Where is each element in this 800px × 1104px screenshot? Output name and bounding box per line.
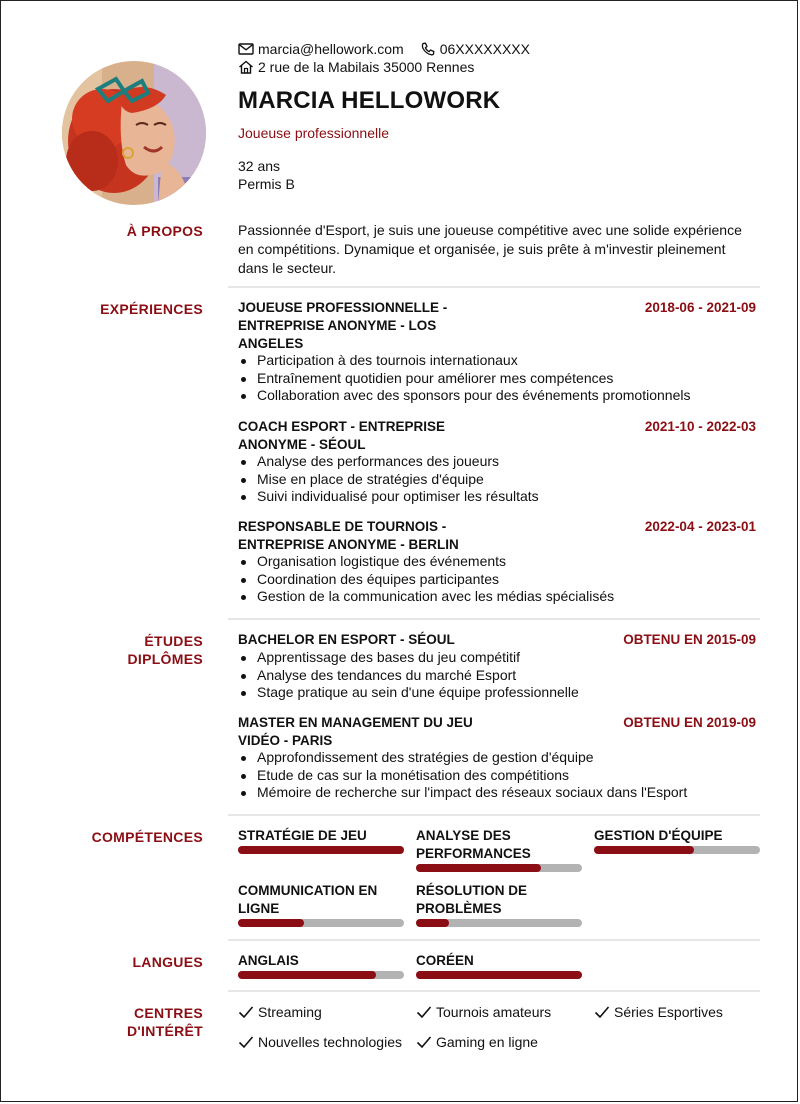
interest-text: Nouvelles technologies [258,1034,402,1050]
skill-bar-fill [594,846,694,854]
phone-icon [420,42,436,56]
phone-text: 06XXXXXXXX [439,41,530,57]
divider [228,990,760,992]
language-bar [238,971,404,979]
about-text: Passionnée d'Esport, je suis une joueuse compétitive avec une solide expérience en compétitions. Dynamique et organisée, je suis prête à m'investir pleinement dans le secteur. [238,222,742,276]
driving-license: Permis B [238,176,295,192]
list-item: Etude de cas sur la monétisation des compétitions [238,767,687,785]
check-icon [416,1005,432,1019]
skill-item [416,827,582,872]
experience-title: RESPONSABLE DE TOURNOIS - ENTREPRISE ANONYME - BERLIN [238,519,459,552]
skill-name: GESTION D'ÉQUIPE [594,828,723,843]
list-item: Stage pratique au sein d'une équipe professionnelle [238,684,579,702]
skill-bar [416,864,582,872]
contact-line-2 [238,59,474,75]
education-date: OBTENU EN 2019-09 [623,715,756,730]
experience-bullets [238,553,614,606]
interest-text: Streaming [258,1004,322,1020]
address-text: 2 rue de la Mabilais 35000 Rennes [258,59,475,75]
candidate-name: MARCIA HELLOWORK [238,87,501,114]
education-title: MASTER EN MANAGEMENT DU JEU VIDÉO - PARIS [238,715,473,748]
divider [228,814,760,816]
interest-item [238,1004,322,1020]
experience-date: 2021-10 - 2022-03 [644,419,756,434]
list-item: Suivi individualisé pour optimiser les résultats [238,488,539,506]
skill-bar [594,846,760,854]
skill-bar [238,919,404,927]
check-icon [238,1035,254,1049]
list-item: Approfondissement des stratégies de gestion d'équipe [238,749,687,767]
skill-bar [238,846,404,854]
label-line: D'INTÉRÊT [126,1023,203,1039]
experience-title: COACH ESPORT - ENTREPRISE ANONYME - SÉOUL [238,419,446,452]
list-item: Organisation logistique des événements [238,553,614,571]
list-item: Analyse des tendances du marché Esport [238,667,579,685]
skill-name: COMMUNICATION EN LIGNE [238,883,378,916]
interest-item [594,1004,723,1020]
skill-item [238,882,404,927]
experience-date: 2018-06 - 2021-09 [644,300,756,315]
skill-name: RÉSOLUTION DE PROBLÈMES [416,883,528,916]
language-item [416,952,582,979]
experience-bullets [238,352,690,405]
list-item: Mémoire de recherche sur l'impact des réseaux sociaux dans l'Esport [238,784,687,802]
list-item: Coordination des équipes participantes [238,571,614,589]
section-label-interests [127,1004,203,1040]
skill-name: ANALYSE DES PERFORMANCES [416,828,531,861]
divider [228,286,760,288]
avatar [62,61,206,205]
envelope-icon [238,42,254,56]
experience-bullets [238,453,539,506]
list-item: Participation à des tournois internationaux [238,352,690,370]
skill-item [238,827,404,854]
age: 32 ans [238,158,281,174]
check-icon [416,1035,432,1049]
language-name: CORÉEN [416,953,474,968]
list-item: Mise en place de stratégies d'équipe [238,471,539,489]
divider [228,939,760,941]
list-item: Entraînement quotidien pour améliorer mes compétences [238,370,690,388]
interest-item [416,1034,538,1050]
list-item: Collaboration avec des sponsors pour des événements promotionnels [238,387,690,405]
education-bullets [238,749,687,802]
list-item: Apprentissage des bases du jeu compétitif [238,649,579,667]
language-bar [416,971,582,979]
list-item: Gestion de la communication avec les médias spécialisés [238,588,614,606]
education-title: BACHELOR EN ESPORT - SÉOUL [238,632,455,647]
check-icon [594,1005,610,1019]
check-icon [238,1005,254,1019]
interest-item [416,1004,551,1020]
section-label-about: À PROPOS [126,223,203,239]
education-date: OBTENU EN 2015-09 [623,632,756,647]
language-name: ANGLAIS [238,953,299,968]
skill-bar-fill [416,864,541,872]
label-line: ÉTUDES [144,633,203,649]
language-bar-fill [238,971,376,979]
home-icon [238,60,254,74]
interest-text: Séries Esportives [614,1004,723,1020]
language-item [238,952,404,979]
label-line: CENTRES [134,1005,203,1021]
section-label-experiences: EXPÉRIENCES [100,301,203,317]
experience-date: 2022-04 - 2023-01 [644,519,756,534]
contact-line-1 [238,41,546,57]
interest-text: Gaming en ligne [436,1034,538,1050]
skill-bar-fill [416,919,449,927]
skill-bar-fill [238,919,304,927]
email-text: marcia@hellowork.com [258,41,404,57]
skill-item [416,882,582,927]
experience-title: JOUEUSE PROFESSIONNELLE - ENTREPRISE ANONYME - LOS ANGELES [238,300,448,351]
section-label-languages: LANGUES [132,954,203,970]
label-line: DIPLÔMES [127,651,203,667]
phone-item[interactable] [420,41,530,57]
skill-item [594,827,760,854]
divider [228,618,760,620]
education-bullets [238,649,579,702]
list-item: Analyse des performances des joueurs [238,453,539,471]
section-label-skills: COMPÉTENCES [91,829,203,845]
section-label-education [127,632,203,668]
email-item[interactable] [238,41,404,57]
language-bar-fill [416,971,582,979]
interest-text: Tournois amateurs [436,1004,552,1020]
job-title: Joueuse professionnelle [238,125,389,141]
skill-bar-fill [238,846,404,854]
skill-name: STRATÉGIE DE JEU [238,828,367,843]
interest-item [238,1034,402,1050]
skill-bar [416,919,582,927]
